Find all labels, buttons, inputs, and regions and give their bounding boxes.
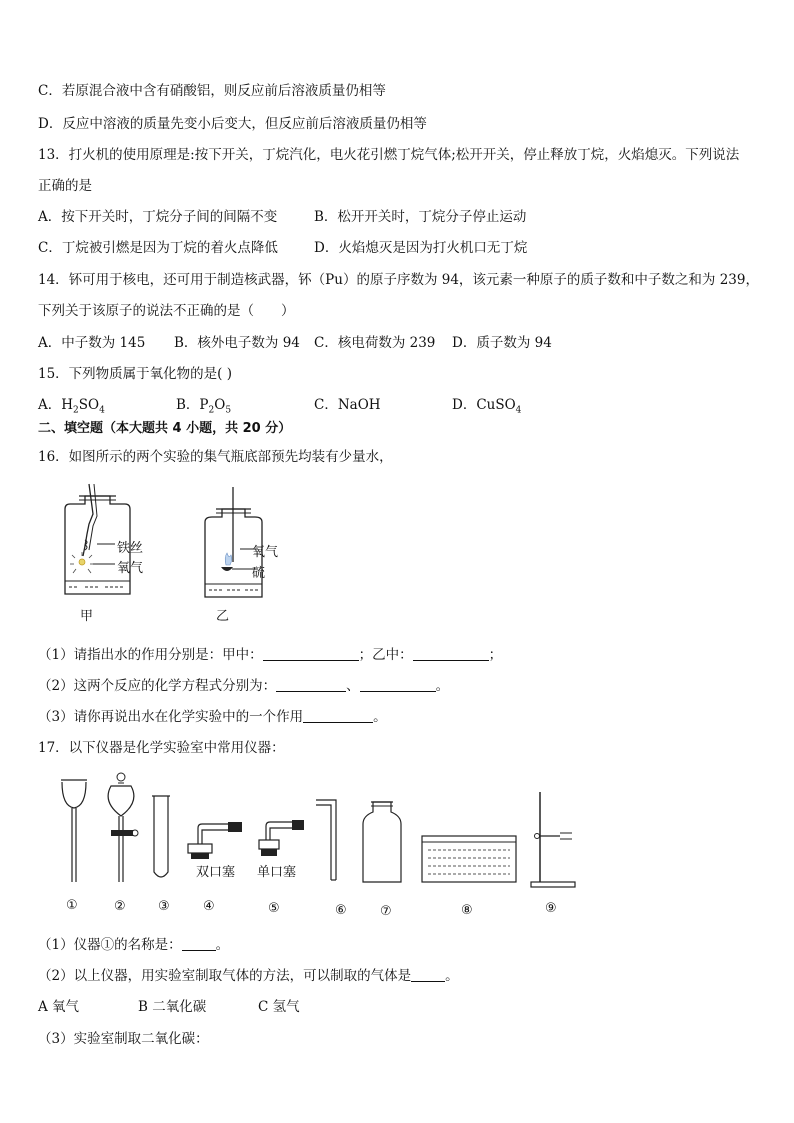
q17-sub2-blank[interactable] (411, 967, 445, 982)
figure-yi-label-sulfur: 硫 (252, 566, 266, 581)
q17-sub1: （1）仪器①的名称是： 。 (38, 937, 230, 953)
apparatus-5-label: 单口塞 (257, 865, 297, 880)
apparatus-4-double-hole-stopper (188, 822, 242, 859)
figure-jia-iron-in-oxygen (55, 484, 165, 624)
apparatus-3-test-tube (152, 796, 170, 877)
figure-yi-caption: 乙 (216, 609, 230, 624)
q16-sub2: （2）这两个反应的化学方程式分别为： 、 。 (38, 678, 450, 694)
apparatus-5-single-hole-stopper (259, 820, 304, 856)
figure-jia-label-iron-wire: 铁丝 (117, 541, 144, 556)
apparatus-number-7: ⑦ (380, 904, 392, 919)
q15-option-a: A．$H_2SO_4$ (38, 397, 105, 416)
apparatus-6-bent-glass-tube (316, 800, 336, 880)
apparatus-number-3: ③ (158, 899, 170, 914)
apparatus-7-gas-bottle (363, 802, 401, 882)
apparatus-number-6: ⑥ (335, 903, 347, 918)
apparatus-number-1: ① (66, 898, 78, 913)
q13-option-c: C．丁烷被引燃是因为丁烷的着火点降低 (38, 240, 278, 256)
q14-stem-line1: 14．钚可用于核电，还可用于制造核武器，钚（Pu）的原子序数为 94，该元素一种原子的质子数和中子数之和为 239， (38, 272, 759, 288)
q12-option-d: D．反应中溶液的质量先变小后变大，但反应前后溶液质量仍相等 (38, 116, 427, 132)
q16-sub3: （3）请你再说出水在化学实验中的一个作用 。 (38, 709, 387, 725)
q14-stem-line2: 下列关于该原子的说法不正确的是（ ） (38, 303, 295, 319)
apparatus-number-8: ⑧ (461, 903, 473, 918)
q17-option-a: A 氧气 (38, 999, 80, 1015)
q17-sub2: （2）以上仪器，用实验室制取气体的方法，可以制取的气体是 。 (38, 968, 459, 984)
q14-option-d: D．质子数为 94 (452, 335, 552, 351)
section-heading-fill-in: 二、填空题（本大题共 4 小题，共 20 分） (38, 421, 292, 436)
figure-jia-label-oxygen: 氧气 (117, 561, 144, 576)
q13-option-b: B．松开开关时，丁烷分子停止运动 (314, 209, 527, 225)
q16-sub1-blank-jia[interactable] (263, 646, 359, 661)
apparatus-9-iron-stand (531, 792, 575, 887)
q13-option-d: D．火焰熄灭是因为打火机口无丁烷 (314, 240, 528, 256)
apparatus-4-label: 双口塞 (196, 865, 236, 880)
q17-option-c: C 氢气 (258, 999, 300, 1015)
q13-stem-line1: 13．打火机的使用原理是:按下开关，丁烷汽化，电火花引燃丁烷气体;松开开关，停止释放丁烷，火焰熄灭。下列说法 (38, 147, 740, 163)
q17-apparatus-figure (40, 772, 590, 897)
figure-jia-caption: 甲 (80, 609, 94, 624)
q15-stem: 15．下列物质属于氧化物的是( ) (38, 366, 233, 382)
q16-sub2-blank-1[interactable] (276, 677, 346, 692)
apparatus-1-long-neck-funnel (61, 780, 87, 882)
q14-option-b: B．核外电子数为 94 (174, 335, 300, 351)
q17-sub3: （3）实验室制取二氧化碳： (38, 1031, 209, 1047)
q17-stem: 17．以下仪器是化学实验室中常用仪器： (38, 740, 285, 756)
q14-option-a: A．中子数为 145 (38, 335, 146, 351)
apparatus-number-2: ② (114, 899, 126, 914)
q16-stem: 16．如图所示的两个实验的集气瓶底部预先均装有少量水， (38, 449, 393, 465)
q16-sub1-blank-yi[interactable] (413, 646, 489, 661)
q17-option-b: B 二氧化碳 (138, 999, 207, 1015)
q15-option-c: C．NaOH (314, 397, 381, 413)
apparatus-2-separatory-funnel (108, 773, 138, 882)
q17-sub1-blank[interactable] (182, 936, 216, 951)
q13-stem-line2: 正确的是 (38, 178, 92, 194)
q14-option-c: C．核电荷数为 239 (314, 335, 436, 351)
apparatus-number-9: ⑨ (545, 901, 557, 916)
q16-sub1: （1）请指出水的作用分别是：甲中： ；乙中： ； (38, 647, 503, 663)
apparatus-number-5: ⑤ (268, 901, 280, 916)
apparatus-number-4: ④ (203, 899, 215, 914)
q16-sub3-blank[interactable] (303, 708, 373, 723)
figure-yi-label-oxygen: 氧气 (252, 545, 279, 560)
q16-sub2-blank-2[interactable] (360, 677, 436, 692)
apparatus-8-water-trough (422, 836, 516, 882)
q12-option-c: C．若原混合液中含有硝酸铝，则反应前后溶液质量仍相等 (38, 83, 386, 99)
q15-option-b: B．$P_2O_5$ (176, 397, 232, 416)
q13-option-a: A．按下开关时，丁烷分子间的间隔不变 (38, 209, 278, 225)
q15-option-d: D．CuSO$_4$ (452, 397, 522, 416)
